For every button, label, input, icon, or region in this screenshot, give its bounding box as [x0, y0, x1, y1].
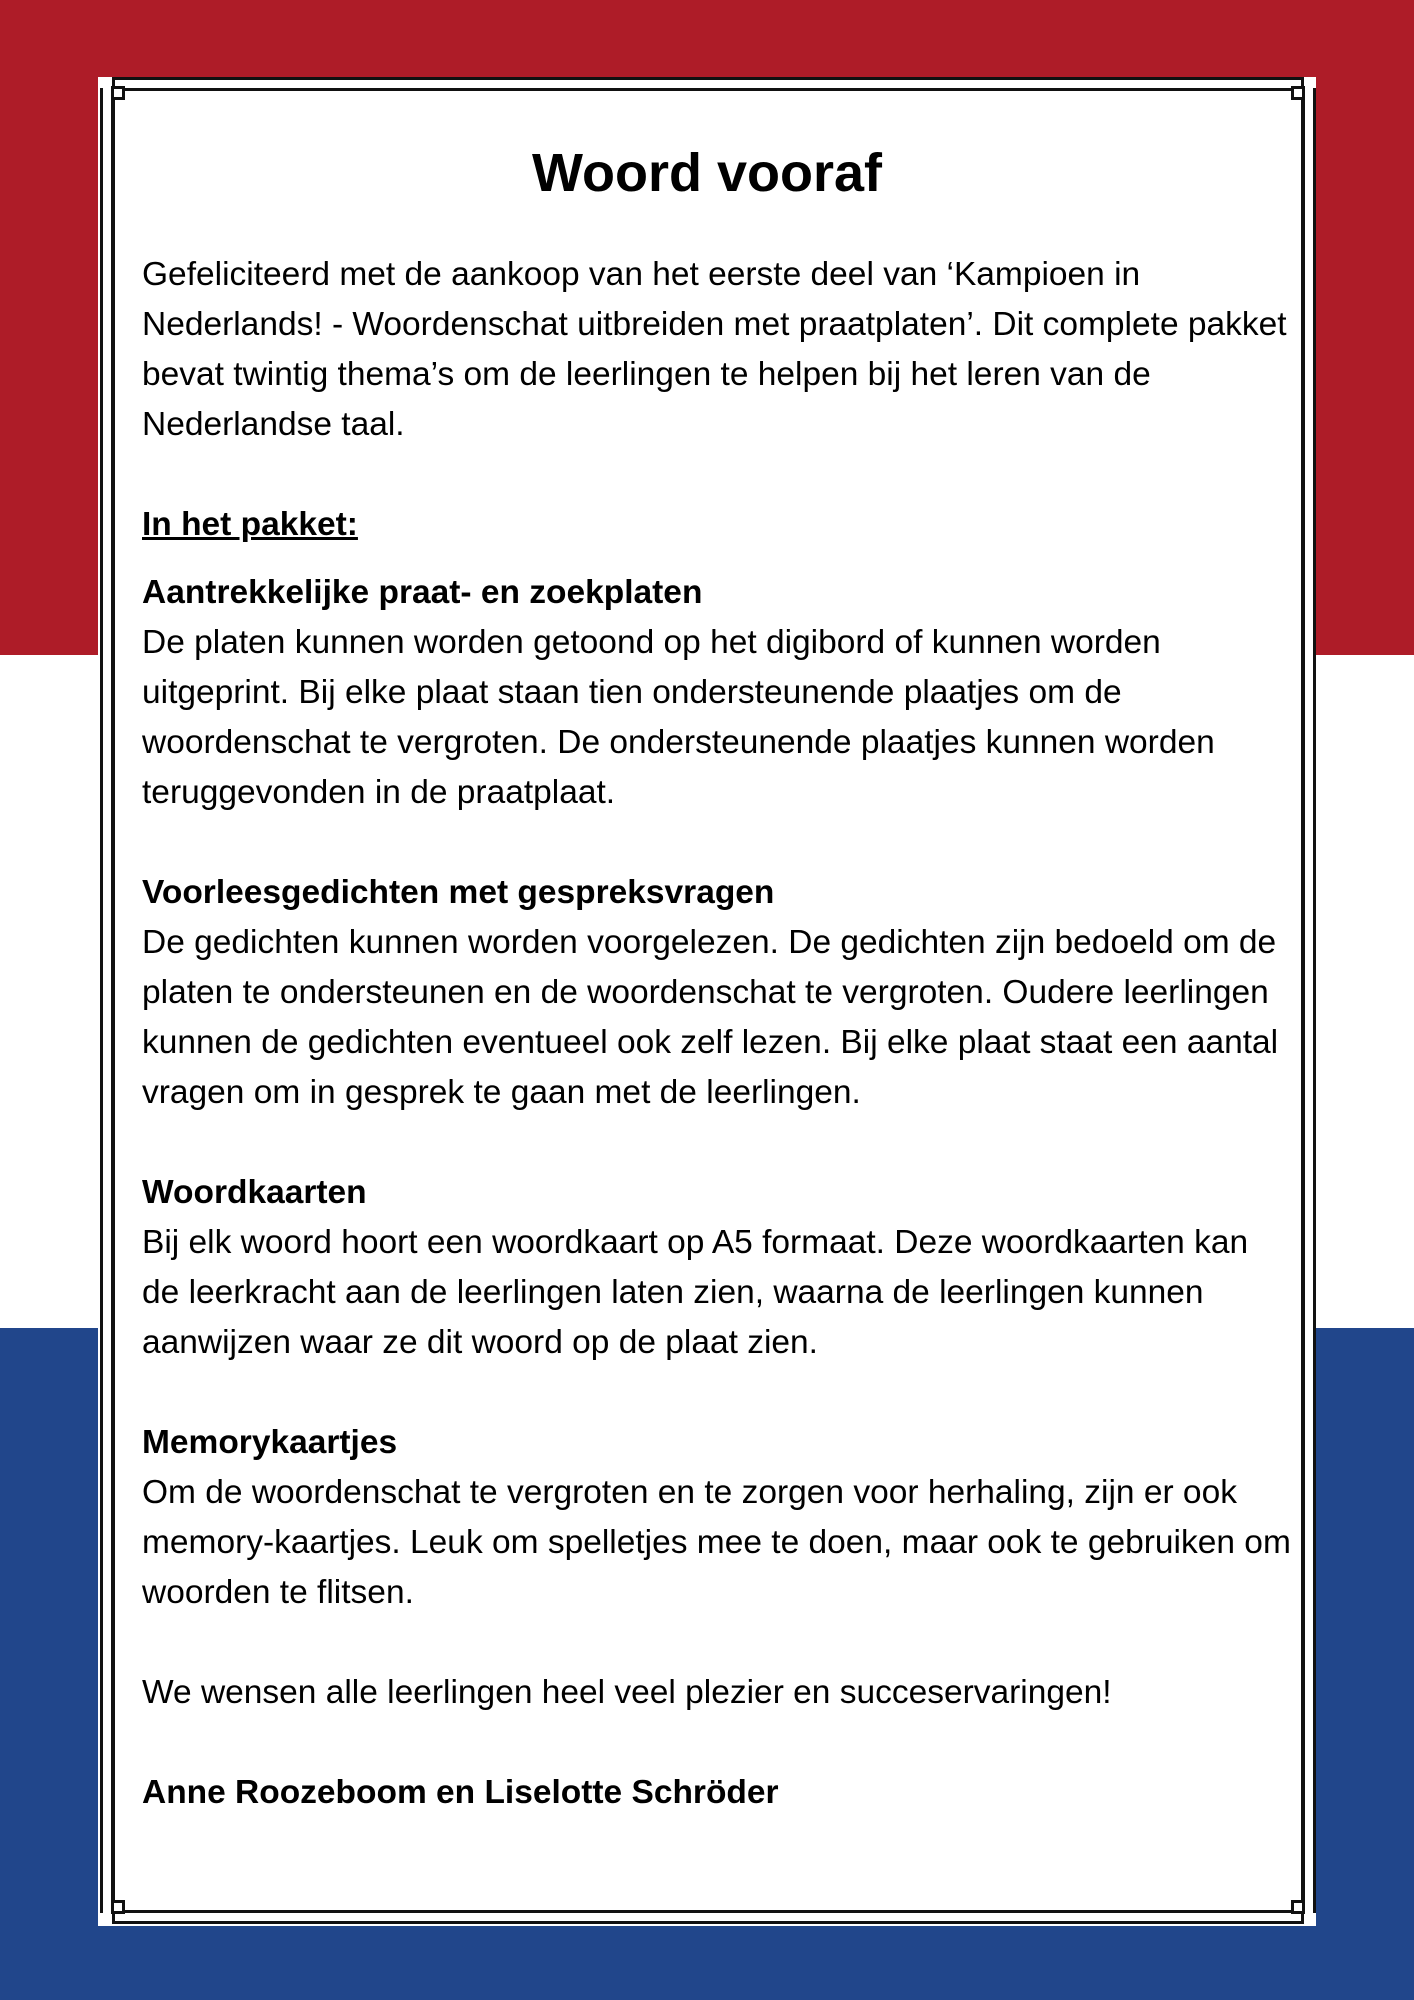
document-content [142, 138, 1292, 1818]
item-text: De gedichten kunnen worden voorgelezen. De gedichten zijn bedoeld om de platen te ondersteunen en de woordenschat te vergroten. Oudere leerlingen kunnen de gedichten eventueel ook zelf lezen. Bij elke plaat staat een aantal vragen om in gesprek te gaan met de leerlingen. [142, 924, 1279, 1111]
closing-text: We wensen alle leerlingen heel veel plezier en succeservaringen! [142, 1674, 1112, 1711]
page-title: Woord vooraf [532, 143, 882, 203]
package-item [142, 1168, 1292, 1368]
intro-paragraph: Gefeliciteerd met de aankoop van het eerste deel van ‘Kampioen in Nederlands! - Woordenschat uitbreiden met praatplaten’. Dit complete pakket bevat twintig thema’s om de leerlingen te helpen bij het leren van de Nederlandse taal. [142, 256, 1287, 443]
item-text: De platen kunnen worden getoond op het digibord of kunnen worden uitgeprint. Bij elke plaat staan tien ondersteunende plaatjes om de woordenschat te vergroten. De ondersteunende plaatjes kunnen worden teruggevonden in de praatplaat. [142, 624, 1215, 811]
frame-corner-bottom-right [1291, 1900, 1305, 1914]
item-text: Bij elk woord hoort een woordkaart op A5 formaat. Deze woordkaarten kan de leerkracht aan de leerlingen laten zien, waarna de leerlingen kunnen aanwijzen waar ze dit woord op de plaat zien. [142, 1224, 1249, 1361]
frame-corner-top-right [1291, 86, 1305, 100]
package-item [142, 568, 1292, 818]
item-title: Memorykaartjes [142, 1424, 398, 1461]
package-item [142, 1418, 1292, 1618]
signature: Anne Roozeboom en Liselotte Schröder [142, 1774, 779, 1811]
package-heading: In het pakket: [142, 506, 358, 543]
frame-corner-top-left [111, 86, 125, 100]
frame-corner-bottom-left [111, 1900, 125, 1914]
item-text: Om de woordenschat te vergroten en te zorgen voor herhaling, zijn er ook memory-kaartjes. Leuk om spelletjes mee te doen, maar ook te gebruiken om woorden te flitsen. [142, 1474, 1291, 1611]
item-title: Aantrekkelijke praat- en zoekplaten [142, 574, 703, 611]
item-title: Woordkaarten [142, 1174, 367, 1211]
package-item [142, 868, 1292, 1118]
item-title: Voorleesgedichten met gespreksvragen [142, 874, 775, 911]
